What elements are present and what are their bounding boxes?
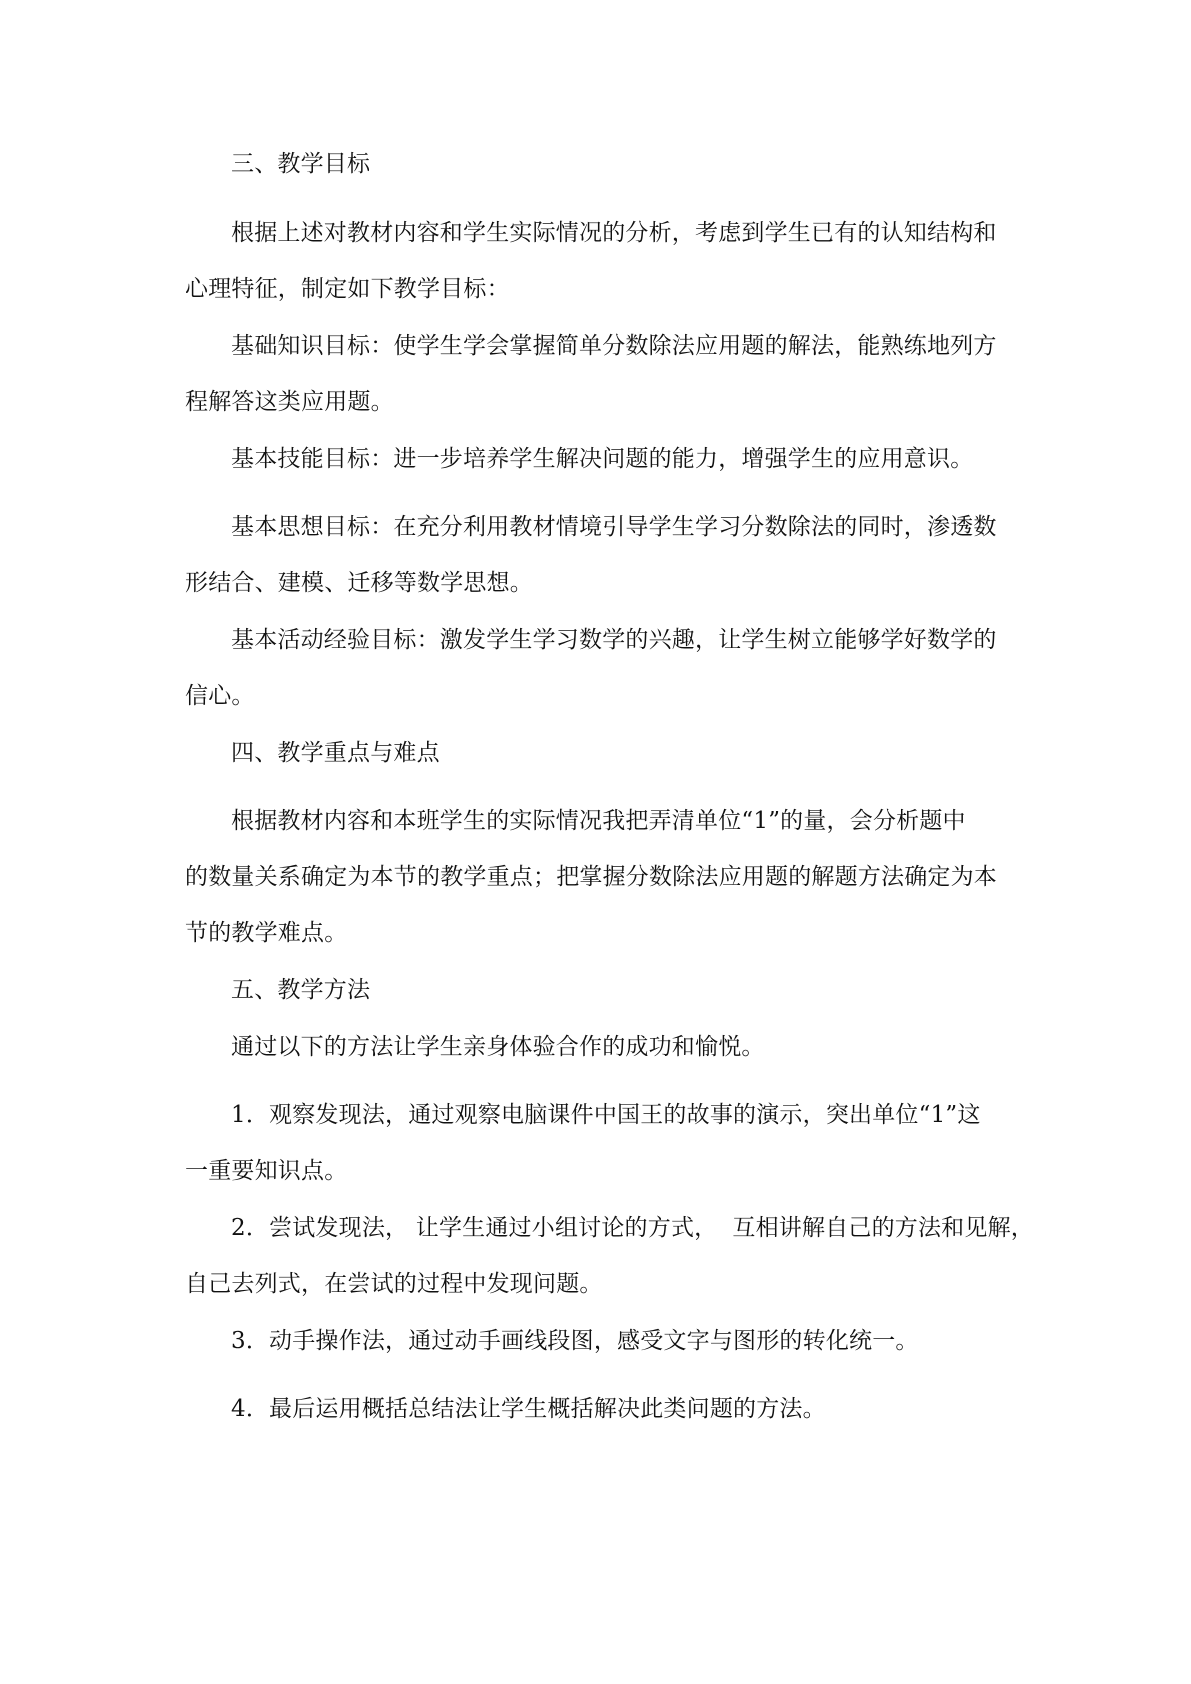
paragraph-methods-intro: [185, 1034, 1021, 1061]
paragraph-line: 1．观察发现法，通过观察电脑课件中国王的故事的演示，突出单位“1”这: [231, 1102, 981, 1128]
paragraph-line: 基本思想目标：在充分利用教材情境引导学生学习分数除法的同时，渗透数: [231, 514, 997, 540]
paragraph-analysis: [185, 220, 1021, 303]
paragraph-line: 根据上述对教材内容和学生实际情况的分析，考虑到学生已有的认知结构和: [231, 220, 997, 246]
paragraph-line: 3．动手操作法，通过动手画线段图，感受文字与图形的转化统一。: [231, 1328, 919, 1354]
paragraph-line: 基本技能目标：进一步培养学生解决问题的能力，增强学生的应用意识。: [231, 446, 974, 472]
paragraph-line: 2．尝试发现法， 让学生通过小组讨论的方式， 互相讲解自己的方法和见解，: [231, 1215, 1034, 1241]
paragraph-line: 基本活动经验目标：激发学生学习数学的兴趣，让学生树立能够学好数学的: [231, 627, 997, 653]
paragraph-line: 的数量关系确定为本节的教学重点；把掌握分数除法应用题的解题方法确定为本: [185, 864, 997, 890]
heading-line: 四、教学重点与难点: [231, 740, 440, 766]
paragraph-line: 根据教材内容和本班学生的实际情况我把弄清单位“1”的量，会分析题中: [231, 808, 966, 834]
paragraph-key-points: [185, 808, 1021, 947]
paragraph-line: 心理特征，制定如下教学目标：: [185, 276, 510, 302]
method-item-trial: [185, 1215, 1034, 1298]
paragraph-basic-activity: [185, 627, 1021, 710]
heading-line: 三、教学目标: [231, 151, 371, 177]
method-item-observation: [185, 1102, 1021, 1185]
method-item-hands-on: [185, 1328, 1021, 1355]
paragraph-line: 程解答这类应用题。: [185, 389, 394, 415]
heading-line: 五、教学方法: [231, 977, 371, 1003]
paragraph-line: 自己去列式，在尝试的过程中发现问题。: [185, 1271, 603, 1297]
paragraph-line: 一重要知识点。: [185, 1158, 348, 1184]
paragraph-line: 信心。: [185, 683, 255, 709]
paragraph-basic-knowledge: [185, 333, 1021, 416]
paragraph-line: 节的教学难点。: [185, 920, 348, 946]
section-heading-methods: [185, 977, 1021, 1004]
section-heading-key-points: [185, 740, 1021, 767]
paragraph-line: 形结合、建模、迁移等数学思想。: [185, 570, 533, 596]
paragraph-line: 基础知识目标：使学生学会掌握简单分数除法应用题的解法，能熟练地列方: [231, 333, 997, 359]
paragraph-basic-skills: [185, 446, 1021, 473]
paragraph-basic-thinking: [185, 514, 1021, 597]
method-item-summary: [185, 1396, 1021, 1423]
section-heading-objectives: [185, 151, 1021, 178]
paragraph-line: 通过以下的方法让学生亲身体验合作的成功和愉悦。: [231, 1034, 765, 1060]
paragraph-line: 4．最后运用概括总结法让学生概括解决此类问题的方法。: [231, 1396, 826, 1422]
